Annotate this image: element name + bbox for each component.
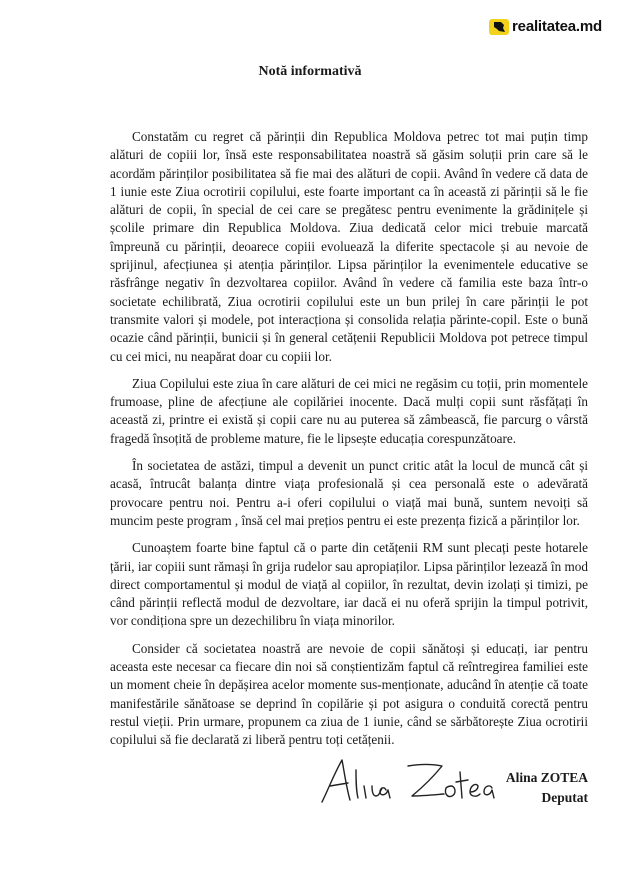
document-body: [110, 128, 588, 759]
paragraph: Consider că societatea noastră are nevoie de copii sănătoși și educați, iar pentru aceasta este necesar ca fiecare din noi să conștientizăm faptul că reîntregirea familiei este un moment cheie în depășirea acelor momente sus-menționate, aducând în atenție că toate manifestările sănătoase se deprind în copilărie și pot asigura o conduită corectă pentru restul vieții. Prin urmare, propunem ca ziua de 1 iunie, când se sărbătorește Ziua ocrotirii copilului să fie declarată zi liberă pentru toți cetățenii.: [110, 640, 588, 748]
signatory-name: Alina ZOTEA: [505, 770, 588, 785]
moldova-map-icon: [489, 19, 509, 35]
logo-text: realitatea.md: [512, 18, 602, 35]
paragraph: Constatăm cu regret că părinții din Republica Moldova petrec tot mai puțin timp alături de copiii lor, însă este responsabilitatea noastră să găsim soluții prin care să le acordăm părinților posibilitatea să fie mai des alături de copii. Având în vedere că data de 1 iunie este Ziua ocrotirii copilului, este foarte important ca în această zi părinții să le fie alături de copii, în special de cei care se pregătesc pentru evenimente la grădinițele și școlile primare din Republica Moldova. Ziua dedicată celor mici trebuie marcată împreună cu părinții, deoarece copiii evoluează la diferite spectacole și au nevoie de sprijinul, afecțiunea și atenția părinților. Lipsa părinților la evenimentele educative se răsfrânge negativ în dezvoltarea copiilor. Având în vedere că familia este baza într-o societate echilibrată, Ziua ocrotirii copilului este un bun prilej în care părinții le pot transmite valori și modele, pot interacționa și consolida relația părinte-copil. Este o bună ocazie când părinții, bunicii și în general cetățenii Republicii Moldova pot petrece timpul cu cei mici, nu neapărat doar cu copiii lor.: [110, 129, 588, 364]
document-title: Notă informativă: [258, 64, 362, 79]
site-logo[interactable]: [489, 18, 602, 35]
paragraph: Ziua Copilului este ziua în care alături de cei mici ne regăsim cu toții, prin momentele frumoase, pline de afecțiune ale copilăriei inocente. Dacă mulți copii sunt răsfățați în această zi, printre ei există și copii care nu au puterea să zâmbească, fie parcurg o vârstă fragedă însoțită de probleme mature, fie le lipsește educația corespunzătoare.: [110, 375, 588, 446]
signature-block: [0, 752, 620, 832]
handwritten-signature: [316, 752, 496, 814]
paragraph: În societatea de astăzi, timpul a devenit un punct critic atât la locul de muncă cât și acasă, întrucât balanța dintre viața profesională și cea personală este o adevărată provocare pentru noi. Pentru a-i oferi copilului o viață mai bună, suntem nevoiți să muncim peste program , însă cel mai prețios pentru ei este prezența fizică a părinților lor.: [110, 458, 588, 528]
signatory-position: Deputat: [541, 790, 588, 805]
paragraph: Cunoaștem foarte bine faptul că o parte din cetățenii RM sunt plecați peste hotarele țării, iar copiii sunt rămași în grija rudelor sau apropiaților. Lipsa părinților lezează în mod direct comportamentul și modul de viață al copiilor, în rezultat, devin izolați și timizi, pe când părinții reflectă modul de dezvoltare, iar dacă ei nu oferă sprijin la timpul potrivit, vor condiționa spre un dezechilibru în viața minorilor.: [110, 540, 588, 629]
signatory: [506, 768, 588, 808]
